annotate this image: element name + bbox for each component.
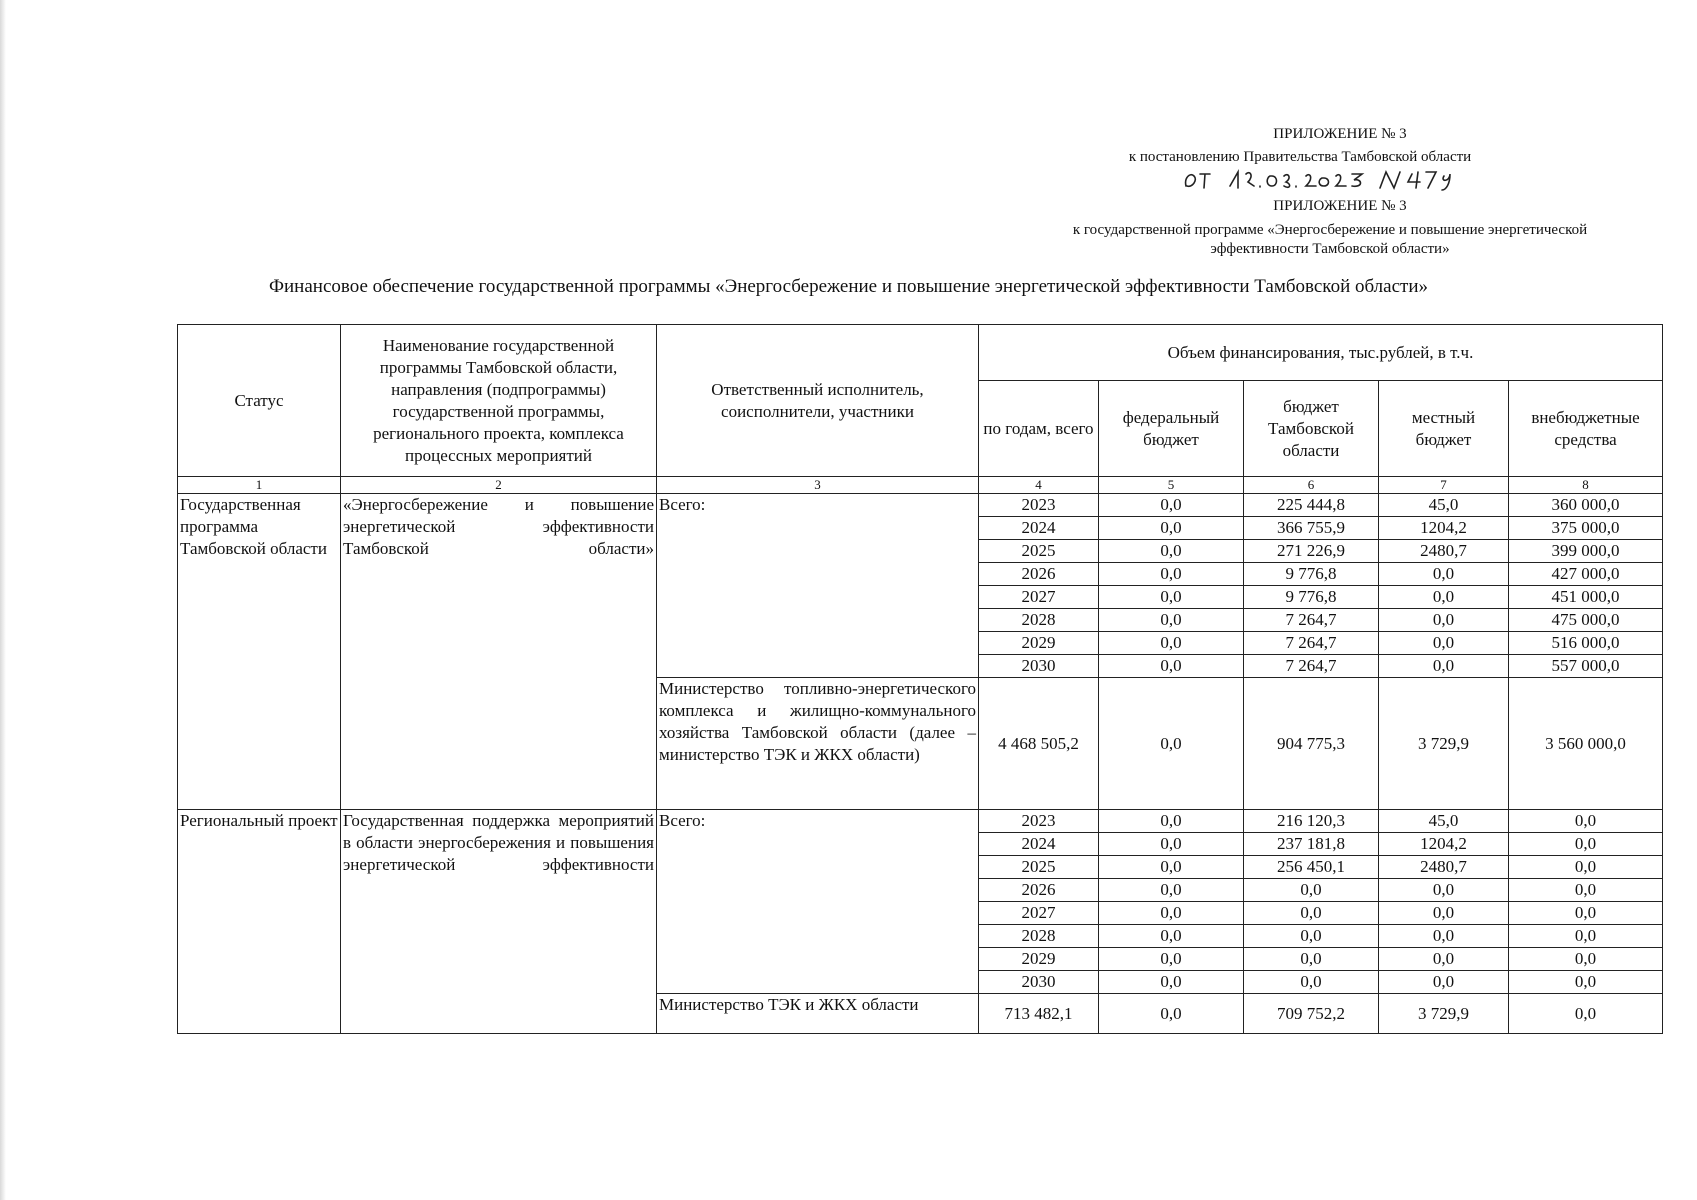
executor-extra: 0,0 (1509, 994, 1663, 1034)
federal-cell: 0,0 (1099, 948, 1244, 971)
year-cell: 2028 (979, 925, 1099, 948)
federal-cell: 0,0 (1099, 609, 1244, 632)
extra-cell: 375 000,0 (1509, 517, 1663, 540)
federal-cell: 0,0 (1099, 655, 1244, 678)
scan-edge (0, 0, 6, 1200)
regional-cell: 7 264,7 (1244, 609, 1379, 632)
year-cell: 2026 (979, 879, 1099, 902)
regional-cell: 9 776,8 (1244, 563, 1379, 586)
regional-cell: 256 450,1 (1244, 856, 1379, 879)
section-total-label: Всего: (657, 494, 979, 678)
federal-cell: 0,0 (1099, 902, 1244, 925)
year-cell: 2029 (979, 632, 1099, 655)
extra-cell: 0,0 (1509, 833, 1663, 856)
executor-regional: 709 752,2 (1244, 994, 1379, 1034)
executor-extra: 3 560 000,0 (1509, 678, 1663, 810)
regional-cell: 216 120,3 (1244, 810, 1379, 833)
regional-cell: 0,0 (1244, 879, 1379, 902)
col-number: 3 (657, 477, 979, 494)
executor-regional: 904 775,3 (1244, 678, 1379, 810)
appendix1-title: ПРИЛОЖЕНИЕ № 3 (1273, 126, 1407, 142)
regional-cell: 366 755,9 (1244, 517, 1379, 540)
section-name: «Энергосбережение и повышение энергетической эффективности Тамбовской области» (341, 494, 657, 810)
federal-cell: 0,0 (1099, 925, 1244, 948)
local-cell: 2480,7 (1379, 540, 1509, 563)
section-status: Государственная программа Тамбовской области (178, 494, 341, 810)
extra-cell: 427 000,0 (1509, 563, 1663, 586)
local-cell: 45,0 (1379, 810, 1509, 833)
col-number: 6 (1244, 477, 1379, 494)
col-number: 5 (1099, 477, 1244, 494)
table-row (178, 494, 1663, 517)
extra-cell: 0,0 (1509, 925, 1663, 948)
header-extra: внебюджетные средства (1509, 381, 1663, 477)
appendix2-title: ПРИЛОЖЕНИЕ № 3 (1273, 198, 1407, 214)
extra-cell: 475 000,0 (1509, 609, 1663, 632)
header-executor: Ответственный исполнитель, соисполнители, участники (657, 325, 979, 477)
extra-cell: 516 000,0 (1509, 632, 1663, 655)
year-cell: 2030 (979, 655, 1099, 678)
extra-cell: 399 000,0 (1509, 540, 1663, 563)
local-cell: 0,0 (1379, 655, 1509, 678)
extra-cell: 451 000,0 (1509, 586, 1663, 609)
regional-cell: 225 444,8 (1244, 494, 1379, 517)
executor-total: 4 468 505,2 (979, 678, 1099, 810)
executor-federal: 0,0 (1099, 994, 1244, 1034)
local-cell: 2480,7 (1379, 856, 1509, 879)
local-cell: 0,0 (1379, 971, 1509, 994)
executor-total: 713 482,1 (979, 994, 1099, 1034)
federal-cell: 0,0 (1099, 856, 1244, 879)
col-number: 2 (341, 477, 657, 494)
federal-cell: 0,0 (1099, 494, 1244, 517)
executor-name: Министерство ТЭК и ЖКХ области (657, 994, 979, 1034)
executor-local: 3 729,9 (1379, 678, 1509, 810)
federal-cell: 0,0 (1099, 517, 1244, 540)
local-cell: 45,0 (1379, 494, 1509, 517)
extra-cell: 0,0 (1509, 902, 1663, 925)
extra-cell: 0,0 (1509, 856, 1663, 879)
federal-cell: 0,0 (1099, 540, 1244, 563)
header-status: Статус (178, 325, 341, 477)
section-name: Государственная поддержка мероприятий в области энергосбережения и повышения энергетической эффективности (341, 810, 657, 1034)
column-number-row (178, 477, 1663, 494)
regional-cell: 7 264,7 (1244, 632, 1379, 655)
extra-cell: 360 000,0 (1509, 494, 1663, 517)
regional-cell: 271 226,9 (1244, 540, 1379, 563)
local-cell: 0,0 (1379, 879, 1509, 902)
extra-cell: 557 000,0 (1509, 655, 1663, 678)
financing-table (177, 324, 1663, 1034)
year-cell: 2024 (979, 833, 1099, 856)
section-total-label: Всего: (657, 810, 979, 994)
regional-cell: 9 776,8 (1244, 586, 1379, 609)
local-cell: 0,0 (1379, 925, 1509, 948)
local-cell: 0,0 (1379, 902, 1509, 925)
year-cell: 2025 (979, 540, 1099, 563)
regional-cell: 0,0 (1244, 971, 1379, 994)
header-federal: федеральный бюджет (1099, 381, 1244, 477)
regional-cell: 0,0 (1244, 925, 1379, 948)
header-financing: Объем финансирования, тыс.рублей, в т.ч. (979, 325, 1663, 381)
regional-cell: 237 181,8 (1244, 833, 1379, 856)
federal-cell: 0,0 (1099, 879, 1244, 902)
col-number: 4 (979, 477, 1099, 494)
year-cell: 2025 (979, 856, 1099, 879)
header-name: Наименование государственной программы Тамбовской области, направления (подпрограммы) государственной программы, регионального проекта, комплекса процессных мероприятий (341, 325, 657, 477)
extra-cell: 0,0 (1509, 948, 1663, 971)
year-cell: 2024 (979, 517, 1099, 540)
local-cell: 0,0 (1379, 563, 1509, 586)
header-local: местный бюджет (1379, 381, 1509, 477)
federal-cell: 0,0 (1099, 971, 1244, 994)
local-cell: 0,0 (1379, 948, 1509, 971)
year-cell: 2027 (979, 586, 1099, 609)
federal-cell: 0,0 (1099, 586, 1244, 609)
year-cell: 2023 (979, 494, 1099, 517)
local-cell: 1204,2 (1379, 517, 1509, 540)
table-row (178, 810, 1663, 833)
appendix2-line2: эффективности Тамбовской области» (1210, 241, 1450, 257)
year-cell: 2029 (979, 948, 1099, 971)
handwritten-date-signature (1180, 164, 1480, 194)
executor-name: Министерство топливно-энергетического комплекса и жилищно-коммунального хозяйства Тамбовской области (далее – министерство ТЭК и ЖКХ области) (657, 678, 979, 810)
regional-cell: 0,0 (1244, 902, 1379, 925)
year-cell: 2028 (979, 609, 1099, 632)
section-status: Региональный проект (178, 810, 341, 1034)
year-cell: 2023 (979, 810, 1099, 833)
appendix2-line1: к государственной программе «Энергосбережение и повышение энергетической (1072, 222, 1588, 238)
col-number: 8 (1509, 477, 1663, 494)
local-cell: 0,0 (1379, 632, 1509, 655)
header-regional: бюджет Тамбовской области (1244, 381, 1379, 477)
appendix1-subtitle: к постановлению Правительства Тамбовской области (1128, 149, 1472, 165)
executor-federal: 0,0 (1099, 678, 1244, 810)
col-number: 7 (1379, 477, 1509, 494)
year-cell: 2026 (979, 563, 1099, 586)
federal-cell: 0,0 (1099, 563, 1244, 586)
federal-cell: 0,0 (1099, 810, 1244, 833)
year-cell: 2030 (979, 971, 1099, 994)
regional-cell: 0,0 (1244, 948, 1379, 971)
local-cell: 0,0 (1379, 586, 1509, 609)
federal-cell: 0,0 (1099, 632, 1244, 655)
federal-cell: 0,0 (1099, 833, 1244, 856)
extra-cell: 0,0 (1509, 971, 1663, 994)
regional-cell: 7 264,7 (1244, 655, 1379, 678)
document-title: Финансовое обеспечение государственной программы «Энергосбережение и повышение энергетической эффективности Тамбовской области» (269, 276, 1428, 297)
header-by-years: по годам, всего (979, 381, 1099, 477)
extra-cell: 0,0 (1509, 810, 1663, 833)
local-cell: 0,0 (1379, 609, 1509, 632)
col-number: 1 (178, 477, 341, 494)
local-cell: 1204,2 (1379, 833, 1509, 856)
year-cell: 2027 (979, 902, 1099, 925)
extra-cell: 0,0 (1509, 879, 1663, 902)
handwritten-date (1180, 164, 1480, 194)
executor-local: 3 729,9 (1379, 994, 1509, 1034)
